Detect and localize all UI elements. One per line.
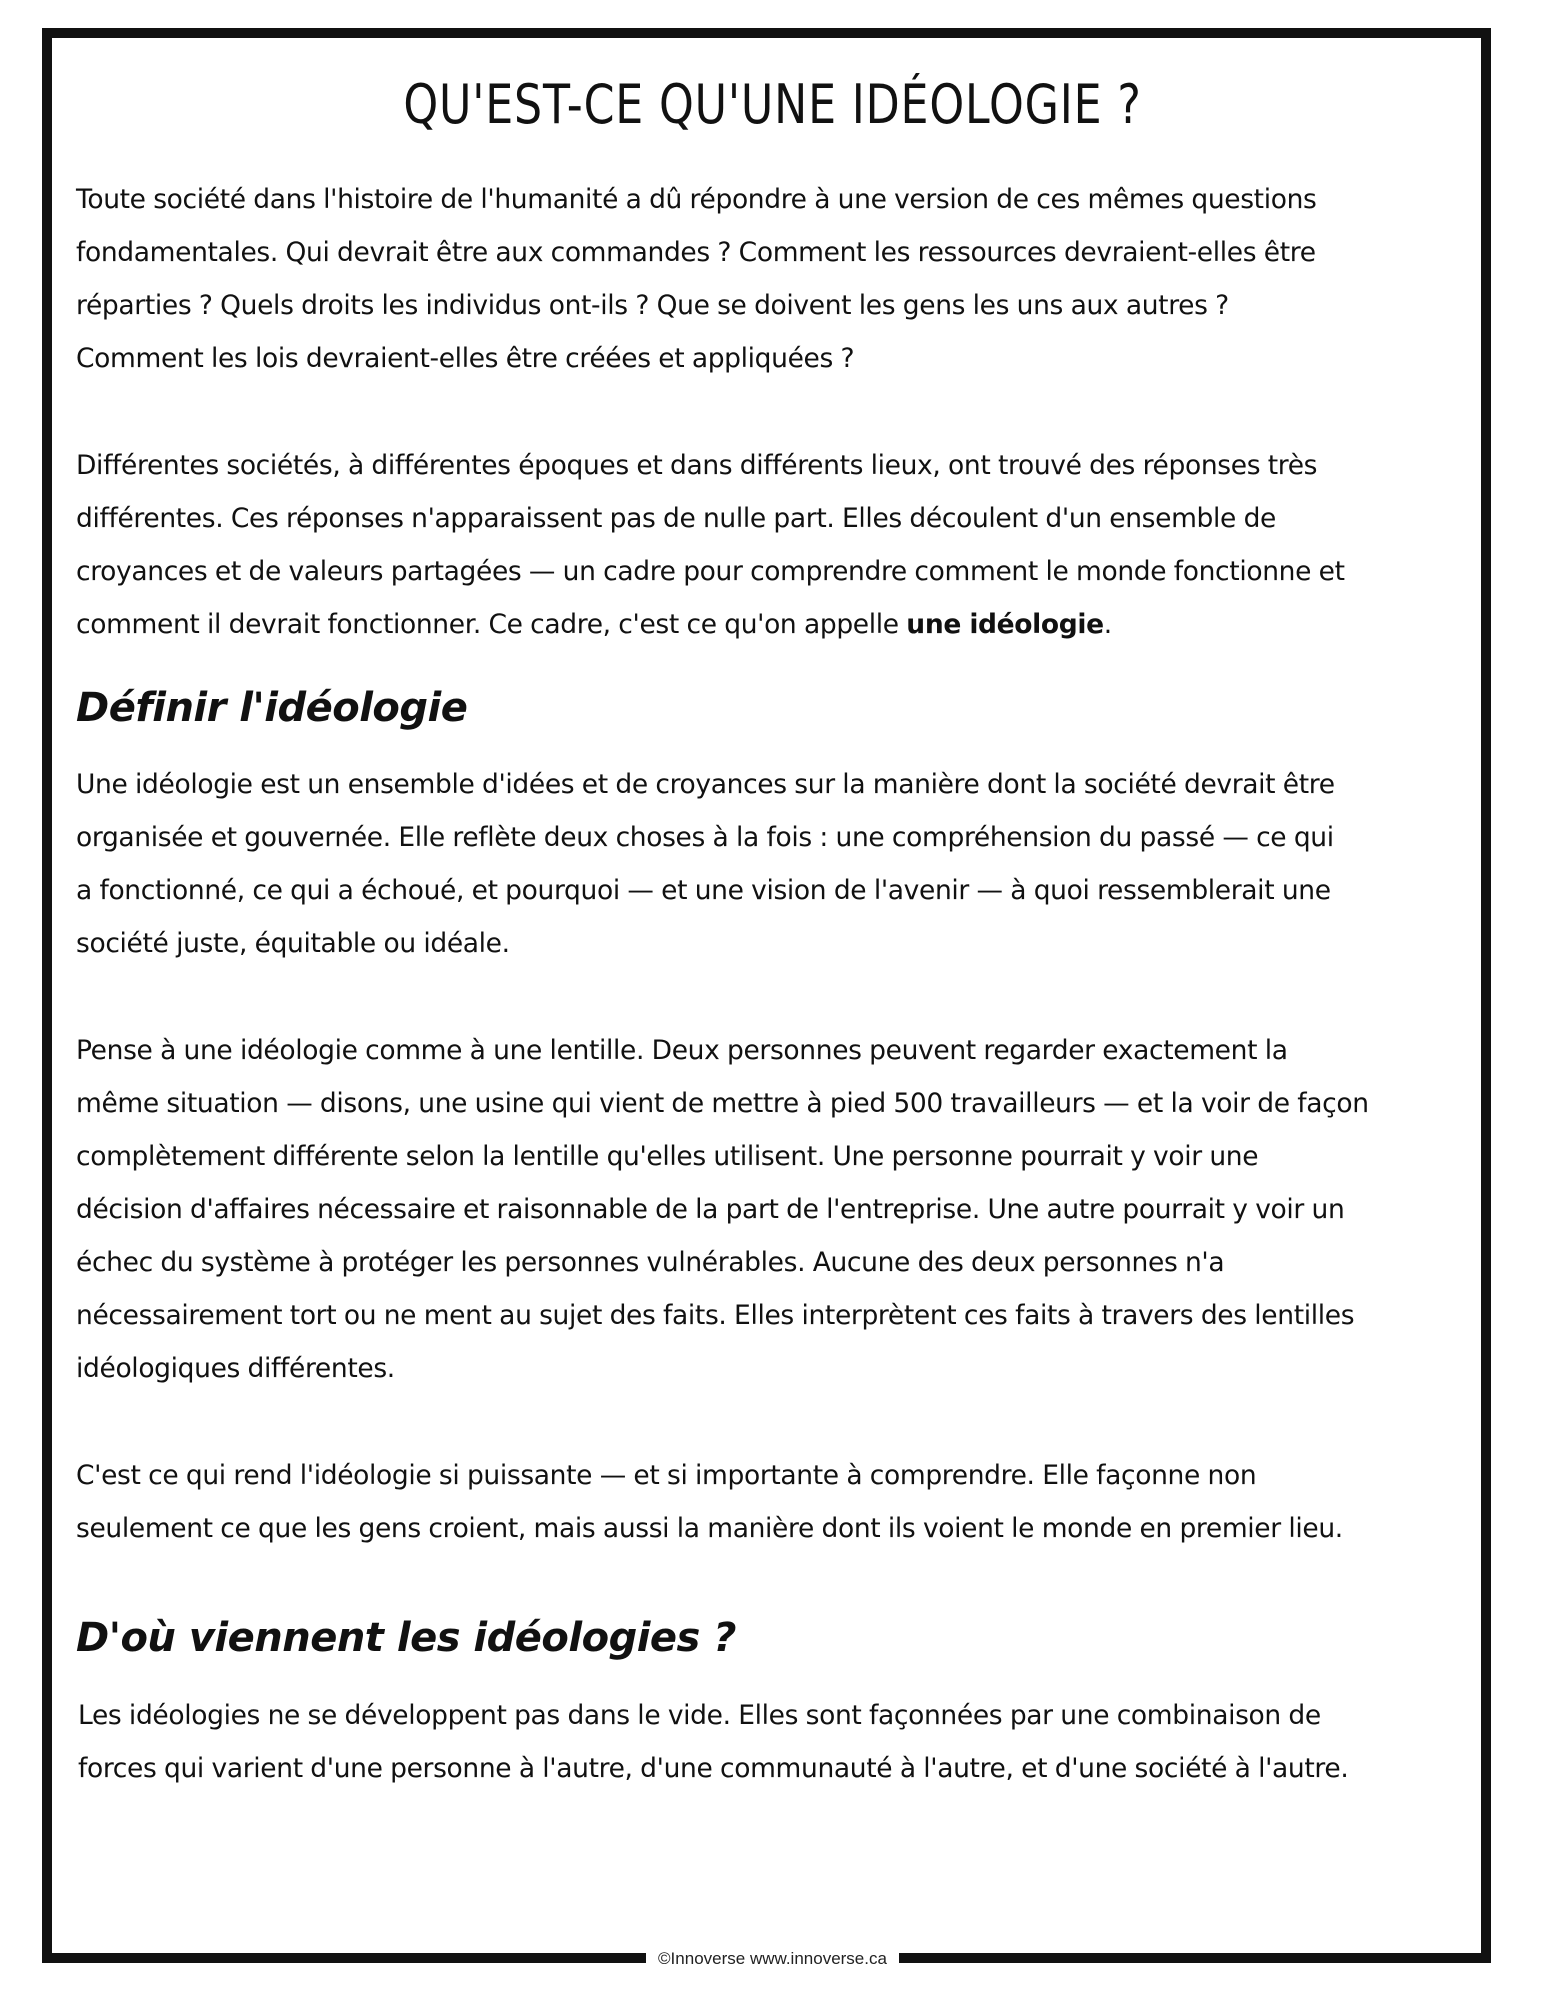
intro-paragraph-2-text: Différentes sociétés, à différentes époques et dans différents lieux, ont trouvé des réponses très différentes. Ces réponses n'apparaissent pas de nulle part. Elles découlent d'un ensemble de croyances et de valeurs partagées — un cadre pour comprendre comment le monde fonctionne et comment il devrait fonctionner. Ce cadre, c'est ce qu'on appelle [76, 450, 1345, 640]
footer [0, 1948, 1545, 1970]
page-title: QU'EST-CE QU'UNE IDÉOLOGIE ? [403, 73, 1142, 136]
section1-paragraph-1: Une idéologie est un ensemble d'idées et de croyances sur la manière dont la société devrait être organisée et gouvernée. Elle reflète deux choses à la fois : une compréhension du passé — ce qui a fonctionné, ce qui a échoué, et pourquoi — et une vision de l'avenir — à quoi ressemblerait une société juste, équitable ou idéale. [76, 769, 1335, 959]
section1-paragraph-3: C'est ce qui rend l'idéologie si puissante — et si importante à comprendre. Elle façonne non seulement ce que les gens croient, mais aussi la manière dont ils voient le monde en premier lieu. [76, 1460, 1343, 1544]
section2-paragraph-1: Les idéologies ne se développent pas dans le vide. Elles sont façonnées par une combinaison de forces qui varient d'une personne à l'autre, d'une communauté à l'autre, et d'une société à l'autre. [78, 1700, 1349, 1784]
section1-paragraph-2: Pense à une idéologie comme à une lentille. Deux personnes peuvent regarder exactement la même situation — disons, une usine qui vient de mettre à pied 500 travailleurs — et la voir de façon complètement différente selon la lentille qu'elles utilisent. Une personne pourrait y voir une décision d'affaires nécessaire et raisonnable de la part de l'entreprise. Une autre pourrait y voir un échec du système à protéger les personnes vulnérables. Aucune des deux personnes n'a nécessairement tort ou ne ment au sujet des faits. Elles interprètent ces faits à travers des lentilles idéologiques différentes. [76, 1035, 1369, 1384]
intro-paragraph-2 [76, 439, 1476, 651]
intro-paragraph-1: Toute société dans l'histoire de l'humanité a dû répondre à une version de ces mêmes questions fondamentales. Qui devrait être aux commandes ? Comment les ressources devraient-elles être réparties ? Quels droits les individus ont-ils ? Que se doivent les gens les uns aux autres ? Comment les lois devraient-elles être créées et appliquées ? [76, 184, 1317, 374]
footer-copyright: ©Innoverse www.innoverse.ca [646, 1948, 899, 1970]
section-heading-origins: D'où viennent les idéologies ? [76, 1615, 736, 1661]
ideology-term: une idéologie [906, 609, 1104, 640]
intro-paragraph-2-end: . [1103, 609, 1112, 640]
section-heading-defining: Définir l'idéologie [76, 685, 468, 731]
